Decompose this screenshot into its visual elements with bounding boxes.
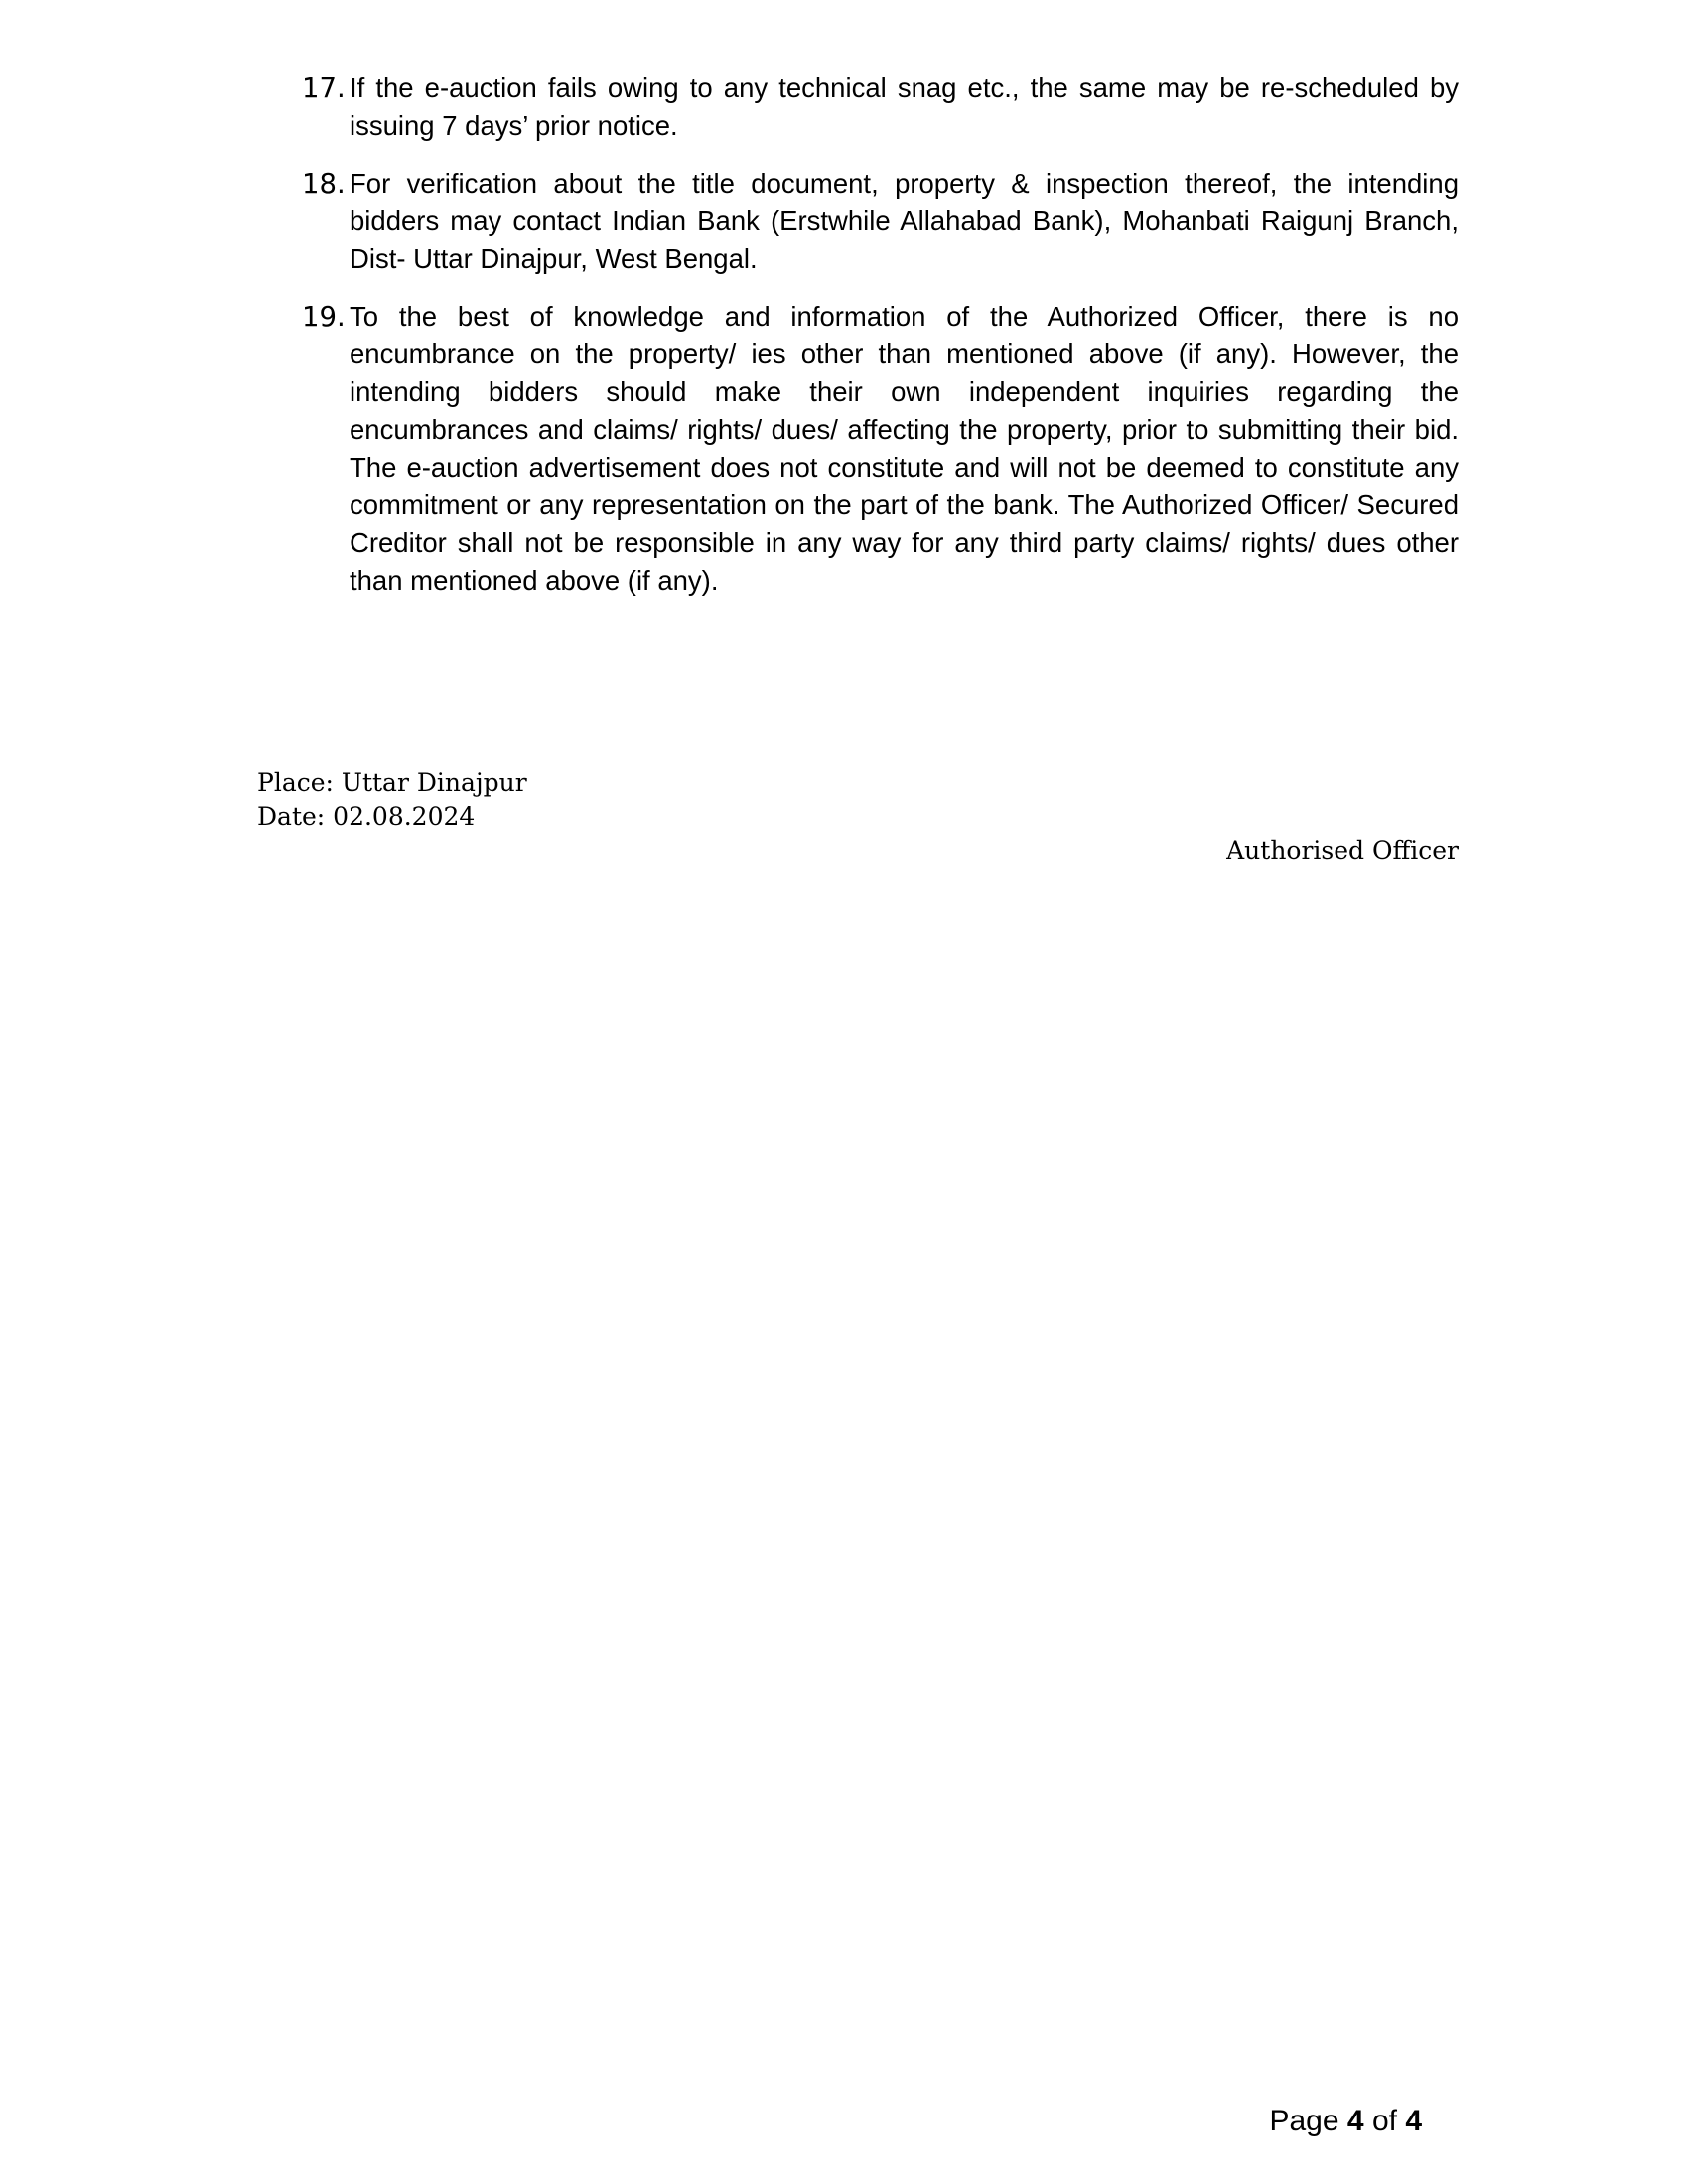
page-word: Page — [1269, 2105, 1339, 2137]
total-pages-number: 4 — [1405, 2105, 1422, 2137]
terms-list — [302, 69, 1459, 619]
date-line: Date: 02.08.2024 — [257, 802, 476, 831]
current-page-number: 4 — [1346, 2105, 1364, 2137]
place-line: Place: Uttar Dinajpur — [257, 768, 527, 797]
term-text: If the e-auction fails owing to any technical snag etc., the same may be re-scheduled by issuing 7 days’ prior notice. — [350, 72, 1459, 141]
page-number-footer — [1269, 2104, 1422, 2139]
of-word: of — [1371, 2105, 1397, 2137]
term-text: To the best of knowledge and information of the Authorized Officer, there is no encumbrance on the property/ ies other than mentioned above (if any). However, the intending bidders should make their own independent inquiries regarding the encumbrances and claims/ rights/ dues/ affecting the property, prior to submitting their bid. The e-auction advertisement does not constitute and will not be deemed to constitute any commitment or any representation on the part of the bank. The Authorized Officer/ Secured Creditor shall not be responsible in any way for any third party claims/ rights/ dues other than mentioned above (if any). — [350, 301, 1459, 596]
term-number: 17. — [302, 72, 346, 104]
term-item-17 — [302, 69, 1459, 145]
term-number: 19. — [302, 301, 346, 333]
term-number: 18. — [302, 168, 346, 200]
term-item-19 — [302, 298, 1459, 600]
place-date-block — [257, 766, 527, 834]
term-text: For verification about the title document, property & inspection thereof, the intending bidders may contact Indian Bank (Erstwhile Allahabad Bank), Mohanbati Raigunj Branch, Dist- Uttar Dinajpur, West Bengal. — [350, 168, 1459, 274]
signatory-title: Authorised Officer — [1226, 836, 1459, 865]
term-item-18 — [302, 165, 1459, 278]
